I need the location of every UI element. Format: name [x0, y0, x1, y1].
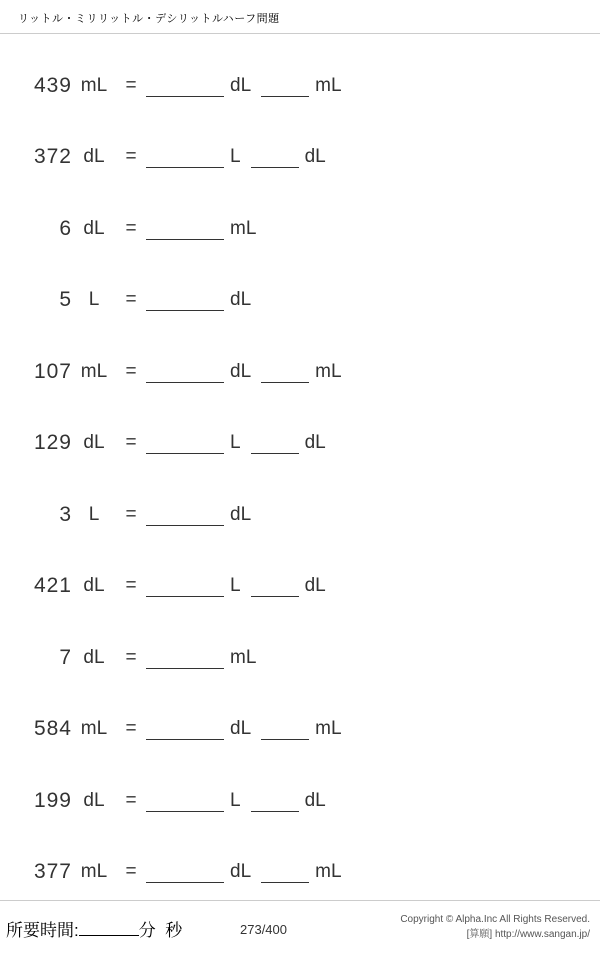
answer-area [146, 75, 352, 97]
answer-blank-2[interactable] [261, 719, 309, 740]
answer-blank-2[interactable] [261, 862, 309, 883]
answer-area [146, 146, 336, 168]
answer-blank-1[interactable] [146, 147, 224, 168]
answer-area [146, 504, 261, 526]
equals-sign: = [125, 432, 137, 454]
copyright-line-1: Copyright © Alpha.Inc All Rights Reserved. [400, 914, 590, 925]
answer-blank-1[interactable] [146, 791, 224, 812]
equals-sign: = [125, 718, 137, 740]
answer-blank-1[interactable] [146, 505, 224, 526]
answer-blank-2[interactable] [261, 362, 309, 383]
problem-unit: dL [83, 432, 105, 454]
problem-row [0, 694, 600, 766]
page-number: 273/400 [240, 922, 287, 937]
answer-unit-1: mL [230, 646, 257, 668]
answer-unit-2: mL [315, 861, 342, 883]
answer-blank-1[interactable] [146, 290, 224, 311]
answer-unit-2: dL [304, 575, 326, 597]
problem-value: 584 [33, 717, 72, 741]
answer-blank-1[interactable] [146, 576, 224, 597]
answer-unit-2: mL [315, 718, 342, 740]
answer-unit-1: dL [230, 718, 252, 740]
answer-blank-1[interactable] [146, 362, 224, 383]
answer-blank-2[interactable] [251, 433, 299, 454]
problem-value: 5 [59, 288, 72, 312]
answer-area [146, 790, 336, 812]
answer-unit-2: mL [315, 360, 342, 382]
equals-sign: = [125, 575, 137, 597]
answer-unit-1: dL [230, 360, 252, 382]
problem-row [0, 336, 600, 408]
time-taken-field [6, 916, 182, 941]
footer-divider [0, 900, 600, 901]
problem-unit: dL [83, 575, 105, 597]
problem-unit: mL [80, 74, 108, 96]
answer-blank-1[interactable] [146, 433, 224, 454]
equals-sign: = [125, 146, 137, 168]
answer-blank-1[interactable] [146, 76, 224, 97]
answer-unit-1: L [230, 575, 241, 597]
equals-sign: = [125, 861, 137, 883]
answer-blank-2[interactable] [251, 147, 299, 168]
answer-area [146, 218, 266, 240]
time-minutes-blank[interactable] [79, 917, 139, 936]
problem-row [0, 551, 600, 623]
answer-blank-1[interactable] [146, 219, 224, 240]
answer-unit-1: L [230, 146, 241, 168]
problem-unit: dL [83, 789, 105, 811]
problem-row [0, 265, 600, 337]
answer-unit-2: dL [304, 146, 326, 168]
equals-sign: = [125, 503, 137, 525]
answer-unit-1: L [230, 432, 241, 454]
problem-value: 7 [59, 645, 72, 669]
time-seconds-unit: 秒 [165, 921, 183, 940]
answer-unit-2: dL [304, 432, 326, 454]
problem-value: 107 [33, 359, 72, 383]
answer-unit-2: mL [315, 74, 342, 96]
equals-sign: = [125, 217, 137, 239]
answer-unit-1: dL [230, 74, 252, 96]
page-title: リットル・ミリリットル・デシリットルハーフ問題 [18, 13, 280, 25]
time-minutes-unit: 分 [138, 921, 156, 940]
answer-blank-2[interactable] [261, 76, 309, 97]
problem-value: 3 [59, 502, 72, 526]
problem-row [0, 122, 600, 194]
answer-area [146, 647, 266, 669]
answer-unit-2: dL [304, 789, 326, 811]
problem-row [0, 408, 600, 480]
problem-row [0, 193, 600, 265]
equals-sign: = [125, 360, 137, 382]
problem-unit: dL [83, 146, 105, 168]
answer-area [146, 432, 336, 454]
problem-value: 439 [33, 73, 72, 97]
problem-value: 199 [33, 788, 72, 812]
copyright-line-2: [算願] http://www.sangan.jp/ [466, 929, 590, 940]
problem-value: 421 [33, 574, 72, 598]
answer-area [146, 361, 352, 383]
equals-sign: = [125, 74, 137, 96]
answer-blank-2[interactable] [251, 791, 299, 812]
problem-row [0, 765, 600, 837]
equals-sign: = [125, 646, 137, 668]
equals-sign: = [125, 789, 137, 811]
problem-row [0, 50, 600, 122]
problem-value: 377 [33, 860, 72, 884]
problem-row [0, 837, 600, 909]
equals-sign: = [125, 289, 137, 311]
answer-blank-1[interactable] [146, 719, 224, 740]
answer-unit-1: dL [230, 289, 252, 311]
answer-area [146, 718, 352, 740]
problem-unit: mL [80, 718, 108, 740]
answer-blank-1[interactable] [146, 648, 224, 669]
problem-value: 372 [33, 145, 72, 169]
answer-blank-2[interactable] [251, 576, 299, 597]
answer-unit-1: dL [230, 503, 252, 525]
problem-row [0, 479, 600, 551]
problem-unit: L [88, 289, 100, 311]
problem-unit: mL [80, 861, 108, 883]
copyright-block [400, 912, 590, 942]
answer-unit-1: L [230, 789, 241, 811]
answer-area [146, 289, 261, 311]
problem-unit: dL [83, 646, 105, 668]
problem-value: 6 [59, 216, 72, 240]
page-footer [0, 900, 600, 956]
problem-unit: mL [80, 360, 108, 382]
time-taken-label: 所要時間: [6, 921, 79, 940]
problem-value: 129 [33, 431, 72, 455]
header-divider [0, 33, 600, 34]
problem-row [0, 622, 600, 694]
answer-area [146, 575, 336, 597]
answer-blank-1[interactable] [146, 862, 224, 883]
problem-unit: dL [83, 217, 105, 239]
answer-unit-1: mL [230, 217, 257, 239]
problem-unit: L [88, 503, 100, 525]
problem-list [0, 50, 600, 908]
answer-area [146, 861, 352, 883]
answer-unit-1: dL [230, 861, 252, 883]
